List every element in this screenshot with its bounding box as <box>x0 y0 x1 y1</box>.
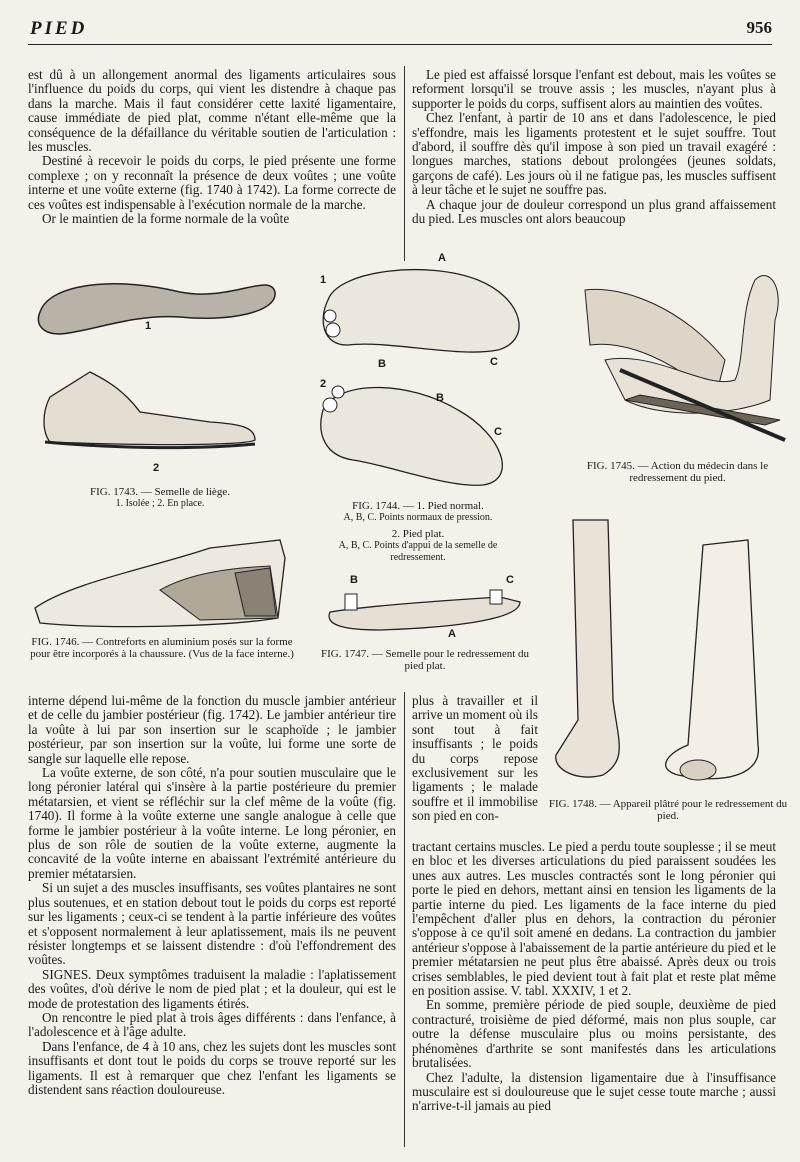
text-column-bottom-right <box>412 840 776 1114</box>
caption-fig-1745 <box>565 460 790 484</box>
paragraph: Chez l'enfant, à partir de 10 ans et dans l'adolescence, le pied s'effondre, mais les ligaments protestent et le sujet souffre. Tout d'abord, il souffre dès qu'il impose à son pied un travail exagéré : longues marches, stations debout prolongées (jeunes soldats, garçons de café). Les jours où il ne fatigue pas, les muscles suffisent à leur tâche et le sujet ne souffre pas. <box>412 110 776 198</box>
caption-subtitle: A, B, C. Points d'appui de la semelle de redressement. <box>338 540 498 563</box>
caption-fig-1747 <box>320 648 530 672</box>
aluminum-counter-illustration <box>30 528 295 633</box>
paragraph: On rencontre le pied plat à trois âges différents : dans l'enfance, à l'adolescence et à l'âge adulte. <box>28 1009 396 1040</box>
column-divider <box>404 66 405 261</box>
point-label: C <box>506 574 514 586</box>
figure-label: 1 <box>145 320 152 332</box>
text-column-top-right <box>412 68 776 226</box>
foot-sole-prints <box>308 250 548 500</box>
paragraph: A chaque jour de douleur correspond un plus grand affaissement du pied. Les muscles ont alors beaucoup <box>412 196 776 227</box>
point-label: C <box>490 356 498 368</box>
paragraph: Dans l'enfance, de 4 à 10 ans, chez les sujets dont les muscles sont insuffisants et dont tout le poids du corps se trouve reporté sur les ligaments. Il est à remarquer que chez l'enfant les ligaments se distendent sans réaction douloureuse. <box>28 1038 396 1097</box>
caption-fig-1746 <box>28 636 296 660</box>
point-label: C <box>494 426 502 438</box>
caption-title: FIG. 1744. — 1. Pied normal. <box>352 500 484 512</box>
running-title: PIED <box>30 18 88 39</box>
caption-title: FIG. 1746. — Contreforts en aluminium posés sur la forme pour être incorporés à la chaussure. (Vus de la face interne.) <box>30 636 294 660</box>
caption-title: FIG. 1745. — Action du médecin dans le redressement du pied. <box>586 460 769 484</box>
paragraph: interne dépend lui-même de la fonction du muscle jambier antérieur et de celle du jambier postérieur (fig. 1742). Le jambier antérieur tire la voûte à lui par son insertion sur le scaphoïde ; le jambier postérieur, par son insertion sur la voûte, lui forme une sorte de sangle sur laquelle elle repose. <box>28 693 396 766</box>
page-header <box>28 18 772 45</box>
paragraph: plus à travailler et il arrive un moment où ils sont tout à fait insuffisants ; le poids du corps repose exclusivement sur les ligaments ; le malade souffre et il immobilise son pied en con- <box>412 693 538 824</box>
caption-title: FIG. 1747. — Semelle pour le redressement du pied plat. <box>320 648 530 672</box>
paragraph: En somme, première période de pied souple, deuxième de pied contracturé, troisième de pied déformé, mais non plus souple, car outre la défense musculaire plus ou moins persistante, des phénomènes d'arthrite se sont manifestés dans les articulations brutalisées. <box>412 997 776 1071</box>
paragraph: Destiné à recevoir le poids du corps, le pied présente une forme complexe ; on y reconnaît la présence de deux voûtes ; une voûte interne et une voûte externe (fig. 1740 à 1742). La forme correcte de ces voûtes est indispensable à l'exécution normale de la marche. <box>28 153 396 212</box>
figure-1745 <box>565 250 790 460</box>
caption-title: FIG. 1743. — Semelle de liège. <box>90 486 230 498</box>
physician-correction-illustration <box>565 250 790 460</box>
paragraph: tractant certains muscles. Le pied a perdu toute souplesse ; il se meut en bloc et les diverses articulations du pied paraissent soudées les unes aux autres. Les muscles contractés sont le long péronier qui porte le pied en dehors, mettant ainsi en tension les ligaments de la partie interne du pied. Les ligaments de la face interne du pied l'empêchent d'aller plus en dehors, la contraction du péronier s'oppose à ce qu'il soit amené en dedans. La contraction du jambier antérieur s'oppose à l'abaissement de la partie antérieure du pied et le premier métatarsien ne peut plus être abaissé. Après deux ou trois crises semblables, le pied devient tout à fait plat et reste plat même en position assise. V. tabl. XXXIV, 1 et 2. <box>412 839 776 999</box>
point-label: B <box>378 358 386 370</box>
paragraph: SIGNES. Deux symptômes traduisent la maladie : l'aplatissement des voûtes, d'où dérive le nom de pied plat ; et la douleur, qui est le mode de protestation des ligaments étirés. <box>28 966 396 1011</box>
caption-title: 2. Pied plat. <box>391 528 445 540</box>
figure-1748 <box>548 520 788 795</box>
figure-1744 <box>308 250 548 500</box>
cork-sole-illustration <box>30 272 280 482</box>
caption-fig-1744 <box>318 500 518 564</box>
paragraph: La voûte externe, de son côté, n'a pour soutien musculaire que le long péronier latéral qui s'insère à la partie postérieure du premier métatarsien, et vient se réfléchir sur la clef même de la voûte (fig. 1740). Il forme à la voûte externe une sangle analogue à celle que forme le jambier postérieur à la voûte interne. Le long péronier, en plus de son rôle de soutien de la voûte externe, augmente la concavité de la voûte interne en abaissant l'extrémité antérieure du premier métatarsien. <box>28 765 396 881</box>
figure-label: 2 <box>153 462 160 474</box>
figure-1743 <box>30 272 280 482</box>
caption-title: FIG. 1748. — Appareil plâtré pour le redressement du pied. <box>548 798 788 822</box>
point-label: A <box>448 628 456 640</box>
paragraph: Le pied est affaissé lorsque l'enfant est debout, mais les voûtes se reforment lorsqu'il se trouve assis ; les muscles, n'ayant plus à supporter le poids du corps, suffisent alors au maintien des voûtes. <box>412 67 776 111</box>
point-label: B <box>436 392 444 404</box>
figure-label: 1 <box>320 274 327 286</box>
text-column-narrow <box>412 694 538 824</box>
caption-fig-1748 <box>548 798 788 822</box>
paragraph: Chez l'adulte, la distension ligamentaire due à l'insuffisance musculaire est si douloureuse que le sujet cesse toute marche ; aussi n'arrive-t-il jamais au pied <box>412 1069 776 1114</box>
figure-1746 <box>30 528 295 633</box>
text-column-top-left <box>28 68 396 226</box>
text-column-bottom-left <box>28 694 396 1097</box>
page-number: 956 <box>746 18 772 37</box>
figure-1747 <box>320 572 530 642</box>
caption-subtitle: 1. Isolée ; 2. En place. <box>115 498 205 509</box>
plaster-cast-illustration <box>548 520 788 795</box>
column-divider <box>404 692 405 1147</box>
caption-fig-1743 <box>60 486 260 510</box>
paragraph: est dû à un allongement anormal des ligaments articulaires sous l'influence du poids du corps, qui vient les distendre à chaque pas dans la marche. Mais il faut considérer cette laxité ligamentaire, cause immédiate de pied plat, comme n'étant elle-même que la conséquence de la défaillance du véritable soutien de l'articulation : les muscles. <box>28 67 396 155</box>
paragraph: Or le maintien de la forme normale de la voûte <box>42 211 290 227</box>
point-label: A <box>438 252 446 264</box>
figure-label: 2 <box>320 378 327 390</box>
point-label: B <box>350 574 358 586</box>
paragraph: Si un sujet a des muscles insuffisants, ses voûtes plantaires ne sont plus soutenues, et en station debout tout le poids du corps est reporté sur les ligaments ; ceux-ci se tendent à la partie inférieure des voûtes et s'opposent normalement à leur aplatissement, mais ils ne peuvent résister longtemps et se laissent distendre : d'où l'effondrement des voûtes. <box>28 880 396 968</box>
caption-subtitle: A, B, C. Points normaux de pression. <box>343 512 493 523</box>
